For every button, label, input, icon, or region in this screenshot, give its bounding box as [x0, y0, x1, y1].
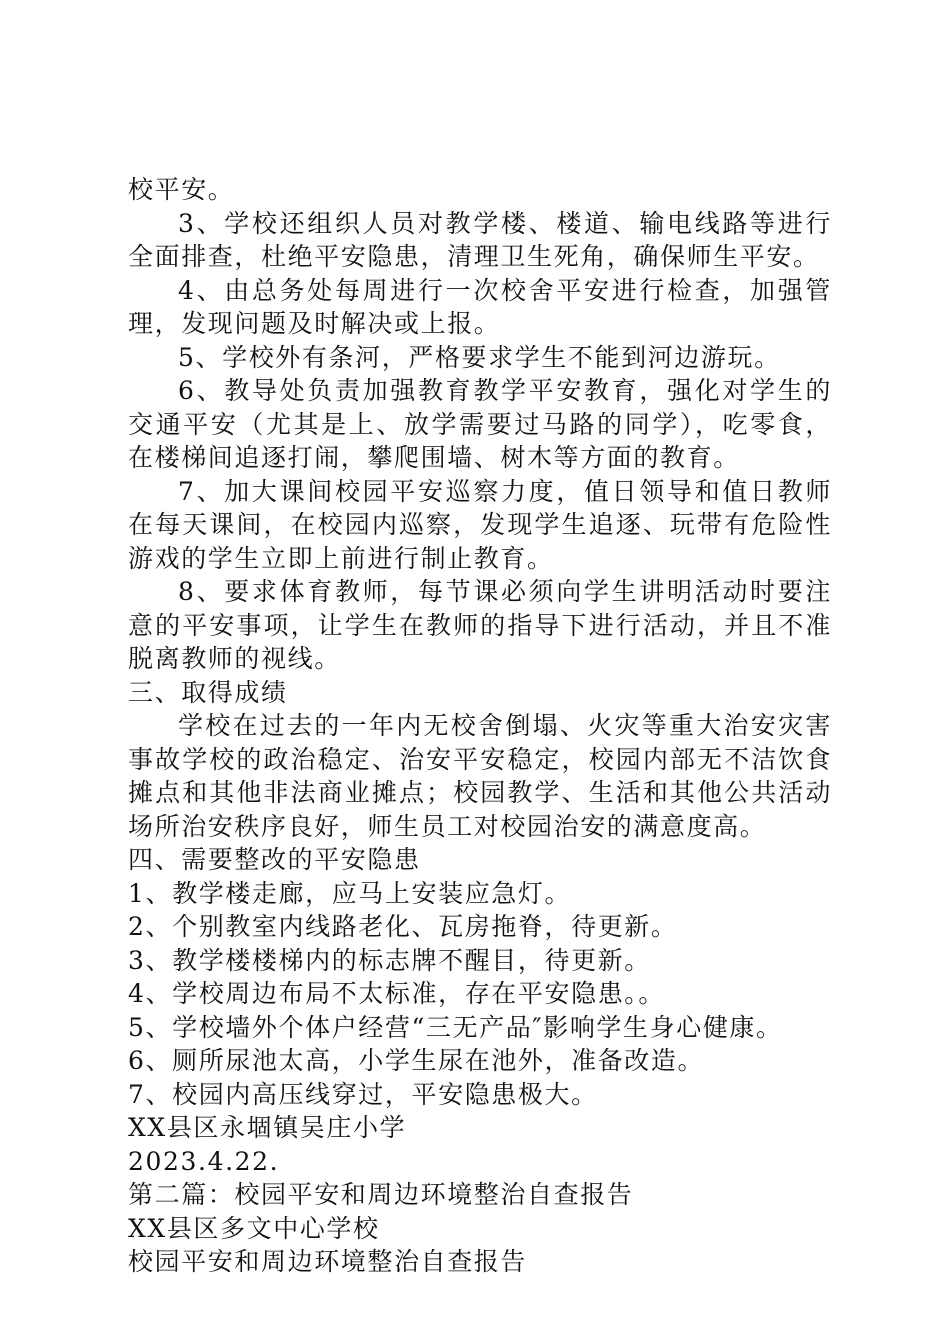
signature-date: 2023.4.22.: [128, 1146, 280, 1176]
paragraph-measure-8: 8、要求体育教师，每节课必须向学生讲明活动时要注意的平安事项，让学生在教师的指导下进行活动，并且不准脱离教师的视线。: [128, 577, 832, 673]
list-item-hazard-2: 2、个别教室内线路老化、瓦房拖脊，待更新。: [128, 912, 678, 941]
paragraph-measure-6: 6、教导处负责加强教育教学平安教育，强化对学生的交通平安（尤其是上、放学需要过马路的同学），吃零食，在楼梯间追逐打闹，攀爬围墙、树木等方面的教育。: [128, 376, 832, 472]
list-item-hazard-5: 5、学校墙外个体户经营“三无产品″影响学生身心健康。: [128, 1012, 783, 1042]
paragraph-measure-5: 5、学校外有条河，严格要求学生不能到河边游玩。: [178, 342, 781, 372]
signature-school: XX县区永堌镇吴庄小学: [128, 1113, 407, 1142]
part-two-school: XX县区多文中心学校: [128, 1213, 380, 1243]
part-two-report-title: 校园平安和周边环境整治自查报告: [128, 1247, 528, 1276]
list-item-hazard-7: 7、校园内高压线穿过，平安隐患极大。: [128, 1079, 598, 1109]
document-body: [128, 173, 832, 1279]
list-item-hazard-1: 1、教学楼走廊，应马上安装应急灯。: [128, 878, 572, 908]
list-item-hazard-4: 4、学校周边布局不太标准，存在平安隐患。。: [128, 979, 666, 1008]
paragraph-measure-4: 4、由总务处每周进行一次校舍平安进行检查，加强管理，发现问题及时解决或上报。: [128, 275, 832, 338]
paragraph-achievements: 学校在过去的一年内无校舍倒塌、火灾等重大治安灾害事故学校的政治稳定、治安平安稳定，校园内部无不洁饮食摊点和其他非法商业摊点；校园教学、生活和其他公共活动场所治安秩序良好，师生员工对校园治安的满意度高。: [128, 711, 832, 841]
paragraph-measure-3: 3、学校还组织人员对教学楼、楼道、输电线路等进行全面排查，杜绝平安隐患，清理卫生死角，确保师生平安。: [128, 208, 832, 271]
part-two-title: 第二篇：校园平安和周边环境整治自查报告: [128, 1180, 634, 1209]
list-item-hazard-6: 6、厕所尿池太高，小学生尿在池外，准备改造。: [128, 1046, 705, 1075]
paragraph-continuation: 校平安。: [128, 175, 235, 204]
paragraph-measure-7: 7、加大课间校园平安巡察力度，值日领导和值日教师在每天课间，在校园内巡察，发现学生追逐、玩带有危险性游戏的学生立即上前进行制止教育。: [128, 476, 832, 573]
section-heading-achievements: 三、取得成绩: [128, 677, 288, 707]
section-heading-hazards: 四、需要整改的平安隐患: [128, 845, 421, 874]
list-item-hazard-3: 3、教学楼楼梯内的标志牌不醒目，待更新。: [128, 945, 651, 975]
